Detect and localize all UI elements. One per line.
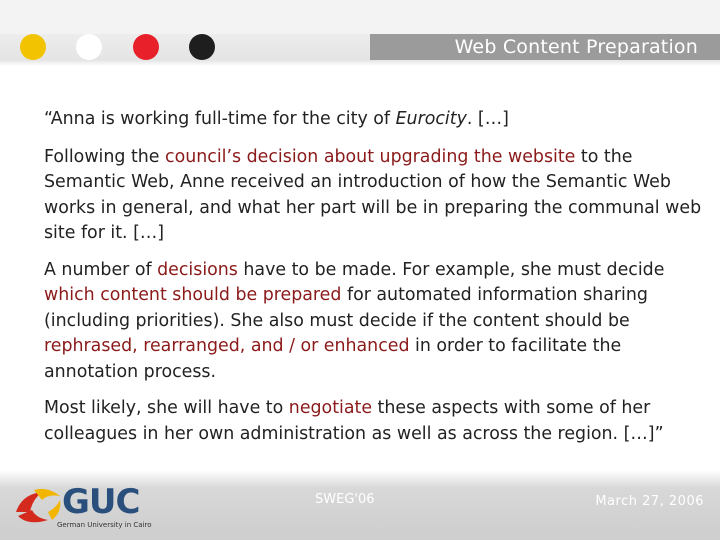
text: in order to facilitate the annotation process. <box>44 336 622 382</box>
paragraph-4 <box>44 396 706 447</box>
footer-center-text: SWEG'06 <box>315 492 375 507</box>
paragraph-2 <box>44 145 706 247</box>
italic-text: Eurocity <box>395 109 467 129</box>
text: for automated information sharing (including priorities). She also must decide if the content should be <box>44 285 648 331</box>
slide-body <box>44 107 706 458</box>
text: to the Semantic Web, Anne received an introduction of how the Semantic Web works in general, and what her part will be in preparing the communal web site for it. […] <box>44 146 702 243</box>
yellow-dot-icon <box>20 34 46 60</box>
text: “Anna is working full-time for the city of <box>44 109 396 129</box>
highlighted-text: which content should be prepared <box>44 285 342 305</box>
logo-subtext: German University in Cairo <box>57 521 152 529</box>
slide-title: Web Content Preparation <box>454 36 698 58</box>
logo-text: GUC <box>62 482 140 522</box>
highlighted-text: negotiate <box>288 398 373 418</box>
red-dot-icon <box>133 34 159 60</box>
text: . […] <box>466 109 509 129</box>
footer-date: March 27, 2006 <box>595 494 704 509</box>
white-dot-icon <box>76 34 102 60</box>
paragraph-3 <box>44 258 706 386</box>
highlighted-text: rephrased, rearranged, and / or enhanced <box>44 336 410 356</box>
text: these aspects with some of her colleagues in her own administration as well as across the region. […]” <box>44 398 664 444</box>
black-dot-icon <box>189 34 215 60</box>
highlighted-text: decisions <box>157 259 238 280</box>
header-bar <box>0 0 720 66</box>
text: Most likely, she will have to <box>44 398 289 418</box>
text: have to be made. For example, she must decide <box>237 259 665 280</box>
paragraph-1 <box>44 107 706 133</box>
text: Following the <box>44 146 166 167</box>
text: A number of <box>44 259 158 280</box>
highlighted-text: council’s decision about upgrading the website <box>165 146 576 167</box>
